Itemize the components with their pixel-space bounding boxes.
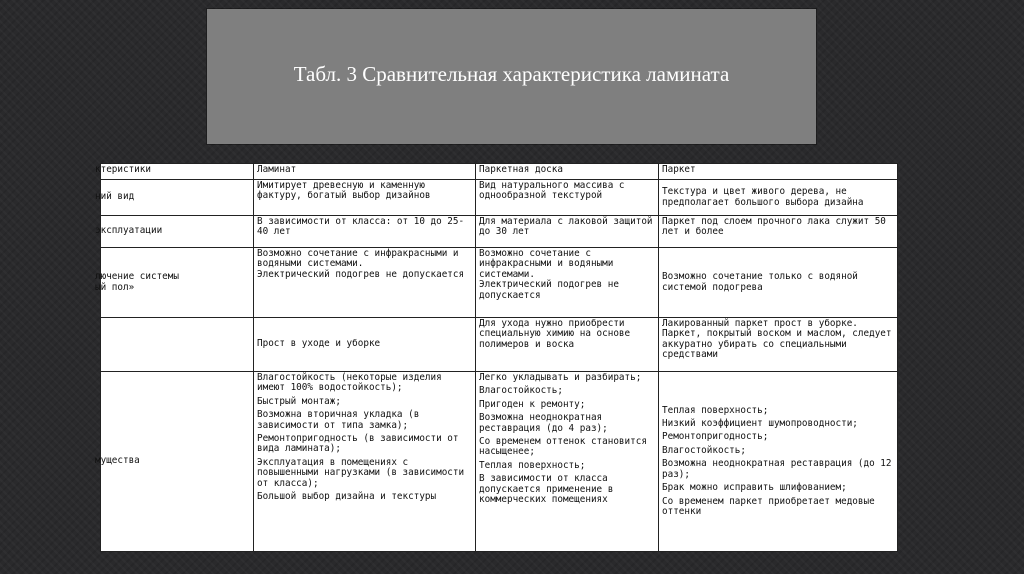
- header-cell: ктеристики: [101, 164, 254, 180]
- list-item: Влагостойкость;: [479, 385, 563, 397]
- row-label: [101, 318, 254, 372]
- table-row: [101, 216, 898, 248]
- cell-paragraph: Возможно сочетание с инфракрасными и водяными системами.: [479, 248, 614, 280]
- header-cell: Паркетная доска: [476, 164, 659, 180]
- list-item: Теплая поверхность;: [662, 404, 769, 416]
- list-item: Со временем паркет приобретает медовые оттенки: [662, 495, 875, 517]
- list-item: Ремонтопригодность;: [662, 431, 769, 443]
- row-label: эксплуатации: [101, 216, 254, 248]
- cell-parquet: [659, 372, 898, 552]
- cell-board: [476, 372, 659, 552]
- row-label: ний вид: [101, 180, 254, 216]
- table-row: [101, 248, 898, 318]
- header-cell: Паркет: [659, 164, 898, 180]
- cell-laminate: [254, 248, 476, 318]
- cell-parquet: Текстура и цвет живого дерева, не предполагает большого выбора дизайна: [659, 180, 898, 216]
- list-item: В зависимости от класса допускается применение в коммерческих помещениях: [479, 473, 614, 506]
- table-row: [101, 372, 898, 552]
- cell-parquet: Возможно сочетание только с водяной системой подогрева: [659, 248, 898, 318]
- list-item: Возможна неоднократная реставрация (до 4 раз);: [479, 412, 608, 434]
- cell-laminate: Прост в уходе и уборке: [254, 318, 476, 372]
- table-header-row: [101, 164, 898, 180]
- cell-laminate: В зависимости от класса: от 10 до 25-40 лет: [254, 216, 476, 248]
- row-label: лючение системы ый пол»: [101, 248, 254, 318]
- list-item: Возможна неоднократная реставрация (до 12 раз);: [662, 458, 892, 480]
- list-item: Быстрый монтаж;: [257, 395, 341, 407]
- cell-laminate: Имитирует древесную и каменную фактуру, богатый выбор дизайнов: [254, 180, 476, 216]
- list-item: Возможна вторичная укладка (в зависимости от типа замка);: [257, 409, 420, 431]
- comparison-table: [95, 163, 898, 552]
- cell-laminate: [254, 372, 476, 552]
- row-label: мущества: [101, 372, 254, 552]
- table-row: [101, 180, 898, 216]
- slide-title-box: [207, 9, 816, 144]
- list-item: Влагостойкость;: [662, 444, 746, 456]
- slide-title: Табл. 3 Сравнительная характеристика ламината: [293, 62, 730, 86]
- cell-board: Для материала с лаковой защитой до 30 лет: [476, 216, 659, 248]
- cell-paragraph: Возможно сочетание с инфракрасными и водяными системами.: [257, 248, 459, 270]
- list-item: Большой выбор дизайна и текстуры: [257, 491, 437, 503]
- list-item: Ремонтопригодность (в зависимости от вида ламината);: [257, 433, 459, 455]
- cell-parquet: Лакированный паркет прост в уборке. Паркет, покрытый воском и маслом, следует аккуратно убирать со специальными средствами: [659, 318, 898, 372]
- cell-paragraph: Электрический подогрев не допускается: [479, 279, 619, 301]
- cell-parquet: Паркет под слоем прочного лака служит 50 лет и более: [659, 216, 898, 248]
- cell-board: Вид натурального массива с однообразной текстурой: [476, 180, 659, 216]
- list-item: Эксплуатация в помещениях с повышенными нагрузками (в зависимости от класса);: [257, 456, 465, 489]
- cell-paragraph: Электрический подогрев не допускается: [257, 268, 465, 280]
- cell-board: Для ухода нужно приобрести специальную химию на основе полимеров и воска: [476, 318, 659, 372]
- comparison-table-image: [95, 163, 897, 552]
- list-item: Пригоден к ремонту;: [479, 398, 586, 410]
- table-row: [101, 318, 898, 372]
- list-item: Низкий коэффициент шумопроводности;: [662, 418, 858, 430]
- header-cell: Ламинат: [254, 164, 476, 180]
- list-item: Брак можно исправить шлифованием;: [662, 482, 847, 494]
- list-item: Со временем оттенок становится насыщенее;: [479, 436, 647, 458]
- list-item: Влагостойкость (некоторые изделия имеют 100% водостойкость);: [257, 372, 442, 394]
- list-item: Теплая поверхность;: [479, 459, 586, 471]
- cell-board: [476, 248, 659, 318]
- list-item: Легко укладывать и разбирать;: [479, 372, 642, 383]
